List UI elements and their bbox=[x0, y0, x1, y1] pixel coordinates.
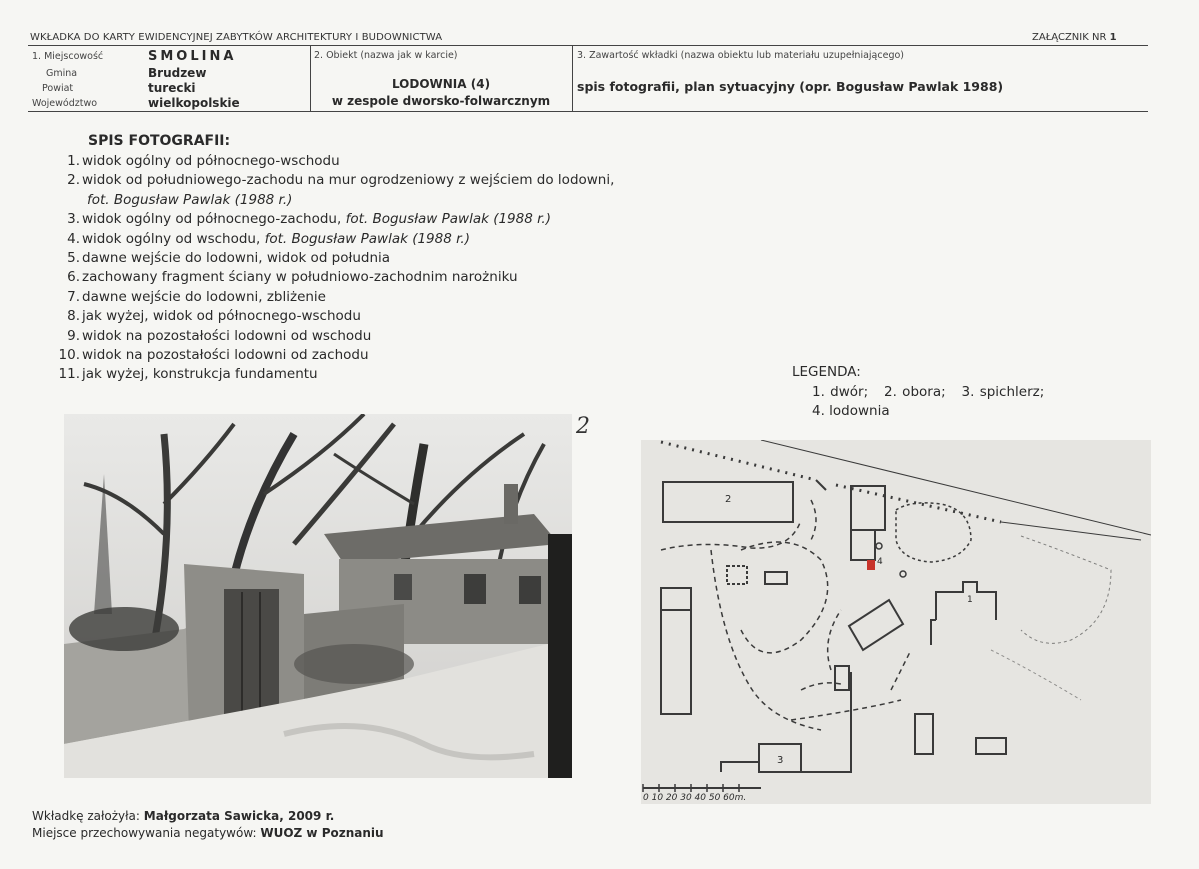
object-name: LODOWNIA (4) bbox=[391, 77, 491, 91]
list-item bbox=[50, 210, 614, 229]
list-item-number: 1. bbox=[67, 153, 80, 169]
list-item-text: widok ogólny od północnego-wschodu bbox=[82, 153, 340, 169]
site-plan-drawing bbox=[641, 440, 1151, 804]
photo-list-title: SPIS FOTOGRAFII: bbox=[88, 133, 231, 149]
list-item-text: widok ogólny od północnego-zachodu, bbox=[82, 211, 342, 228]
list-item-number: 2. bbox=[67, 172, 80, 189]
list-item-text: dawne wejście do lodowni, widok od południa bbox=[82, 250, 391, 267]
list-item-credit: fot. Bogusław Pawlak (1988 r.) bbox=[87, 191, 293, 208]
attachment-label-text: ZAŁĄCZNIK NR bbox=[1032, 32, 1107, 43]
list-item-number: 6. bbox=[67, 269, 80, 286]
object-label: 2. Obiekt (nazwa jak w karcie) bbox=[314, 50, 458, 61]
list-item-text: jak wyżej, widok od północnego-wschodu bbox=[82, 308, 361, 325]
storage-value: WUOZ w Poznaniu bbox=[260, 826, 384, 840]
content-value: spis fotografii, plan sytuacyjny (opr. Bogusław Pawlak 1988) bbox=[577, 79, 1004, 94]
list-item bbox=[50, 230, 614, 249]
plan-scale-text: 0 10 20 30 40 50 60m. bbox=[643, 793, 747, 803]
photo-number: 2 bbox=[576, 414, 590, 439]
list-item-number: 9. bbox=[67, 327, 80, 344]
list-item-text: zachowany fragment ściany w południowo-zachodnim narożniku bbox=[82, 269, 518, 286]
place-name: SMOLINA bbox=[148, 49, 237, 64]
author-value: Małgorzata Sawicka, 2009 r. bbox=[143, 809, 335, 823]
list-item-credit: fot. Bogusław Pawlak (1988 r.) bbox=[345, 211, 551, 228]
list-item-continuation bbox=[50, 191, 614, 210]
storage-label: Miejsce przechowywania negatywów: bbox=[32, 826, 257, 840]
list-item-text: widok na pozostałości lodowni od zachodu bbox=[82, 347, 369, 364]
wojewodztwo-value: wielkopolskie bbox=[148, 96, 240, 110]
list-item bbox=[50, 288, 614, 307]
list-item bbox=[50, 346, 614, 365]
site-plan bbox=[641, 440, 1151, 804]
place-label: 1. Miejscowość bbox=[32, 51, 104, 62]
list-item-text: widok na pozostałości lodowni od wschodu bbox=[82, 327, 372, 344]
list-item-number: 5. bbox=[67, 250, 80, 267]
gmina-value: Brudzew bbox=[148, 66, 207, 80]
plan-label-3: 3 bbox=[777, 755, 784, 766]
legend-line-2: 4. lodownia bbox=[812, 403, 890, 419]
list-item-credit: fot. Bogusław Pawlak (1988 r.) bbox=[264, 230, 470, 247]
list-item-text: widok ogólny od wschodu, bbox=[82, 230, 261, 247]
list-item-text: jak wyżej, konstrukcja fundamentu bbox=[82, 366, 318, 383]
col-divider-2 bbox=[572, 46, 573, 112]
powiat-value: turecki bbox=[148, 81, 196, 95]
list-item bbox=[50, 249, 614, 268]
object-context: w zespole dworsko-folwarcznym bbox=[331, 94, 551, 108]
attachment-number: 1 bbox=[1109, 32, 1117, 43]
powiat-label: Powiat bbox=[42, 83, 74, 94]
plan-label-1: 1 bbox=[967, 595, 973, 605]
list-item-number: 10. bbox=[58, 347, 80, 364]
list-item bbox=[50, 307, 614, 326]
gmina-label: Gmina bbox=[46, 68, 78, 79]
attachment-label bbox=[1032, 32, 1117, 43]
photo-list bbox=[50, 152, 614, 385]
list-item-number: 8. bbox=[67, 308, 80, 325]
photograph bbox=[64, 414, 572, 778]
list-item-number: 11. bbox=[58, 366, 80, 383]
list-item-number: 3. bbox=[67, 211, 80, 228]
plan-label-2: 2 bbox=[725, 494, 732, 505]
list-item-number: 7. bbox=[67, 288, 80, 305]
legend-title: LEGENDA: bbox=[792, 364, 861, 380]
photograph-image bbox=[64, 414, 572, 778]
list-item-text: widok od południowego-zachodu na mur ogrodzeniowy z wejściem do lodowni, bbox=[82, 172, 615, 189]
document-title: WKŁADKA DO KARTY EWIDENCYJNEJ ZABYTKÓW ARCHITEKTURY I BUDOWNICTWA bbox=[30, 32, 443, 43]
author-label: Wkładkę założyła: bbox=[32, 809, 140, 823]
header-bottom-rule bbox=[28, 111, 1148, 112]
list-item-text: dawne wejście do lodowni, zbliżenie bbox=[82, 288, 326, 305]
header-top-rule bbox=[28, 45, 1148, 46]
ice-house-marker bbox=[867, 560, 875, 570]
list-item bbox=[50, 327, 614, 346]
list-item bbox=[50, 365, 614, 384]
list-item bbox=[50, 152, 614, 171]
list-item bbox=[50, 268, 614, 287]
content-label: 3. Zawartość wkładki (nazwa obiektu lub materiału uzupełniającego) bbox=[577, 50, 904, 61]
legend-line-1: 1. dwór; 2. obora; 3. spichlerz; bbox=[812, 384, 1045, 400]
wojewodztwo-label: Województwo bbox=[32, 98, 98, 109]
storage-line bbox=[32, 826, 384, 840]
list-item-number: 4. bbox=[67, 230, 80, 247]
author-line bbox=[32, 809, 334, 823]
list-item bbox=[50, 171, 614, 190]
plan-label-4: 4 bbox=[877, 557, 883, 567]
